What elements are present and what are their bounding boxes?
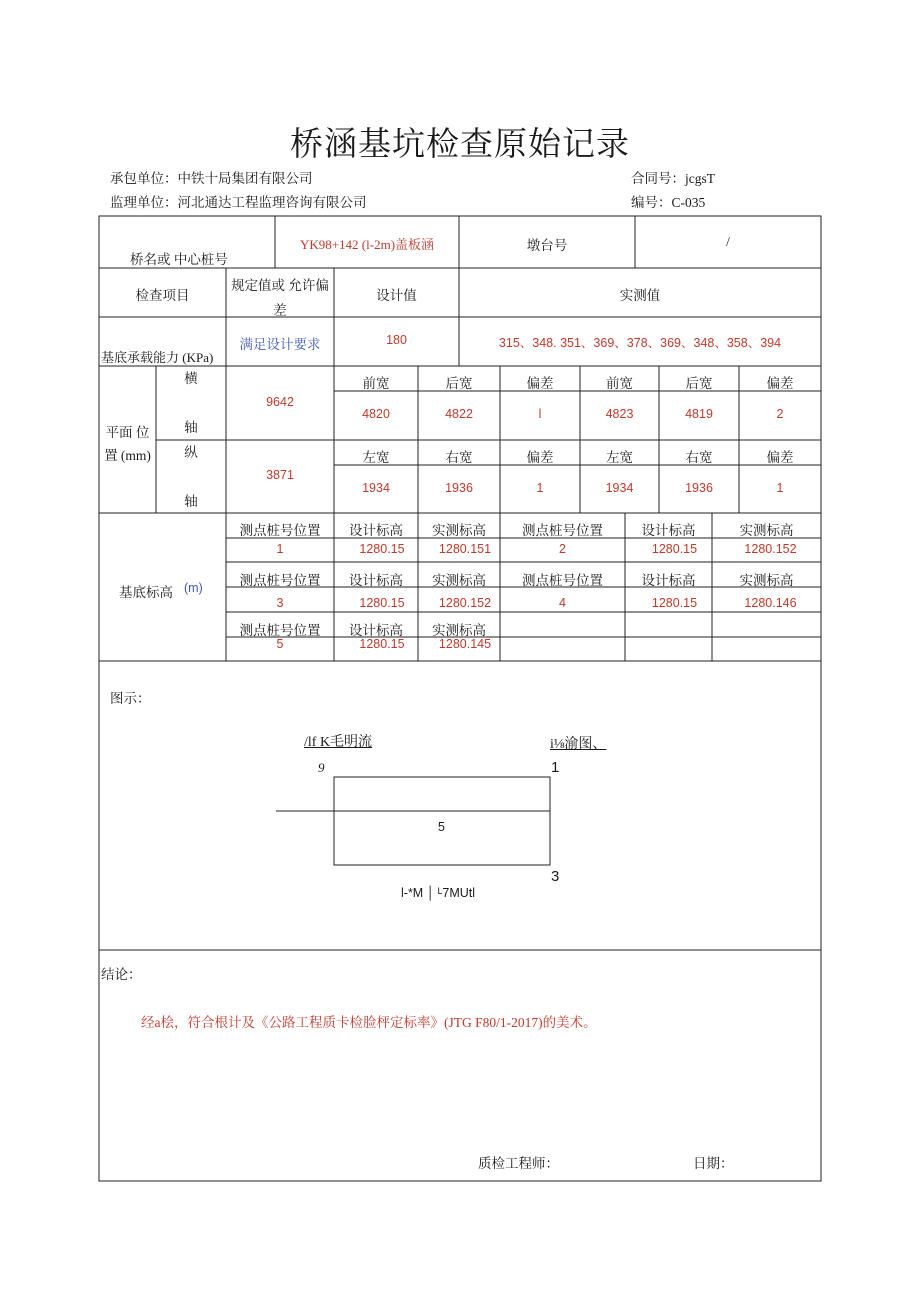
h-value-3: l (538, 407, 542, 421)
horizontal-axis-label-1: 横 (184, 371, 198, 386)
elev-h1-design-b: 设计标高 (641, 523, 696, 538)
date-label: 日期： (693, 1156, 734, 1171)
bearing-spec: 满足设计要求 (239, 337, 321, 352)
h-header-1: 前宽 (362, 376, 390, 391)
contract-number: 合同号：jcgsT (631, 171, 715, 186)
h-value-1: 4820 (362, 407, 390, 421)
conclusion-label: 结论： (101, 967, 142, 982)
pier-label: 墩台号 (526, 238, 568, 253)
elev-r1-c2: 1280.15 (359, 542, 405, 556)
elev-h2-measured-b: 实测标高 (739, 573, 794, 588)
h-header-5: 后宽 (685, 376, 713, 391)
plane-label-line2: 置 (mm) (104, 448, 151, 463)
elev-h3-design: 设计标高 (349, 623, 403, 638)
page-title: 桥涵基坑检查原始记录 (290, 127, 630, 163)
pit-outline (334, 777, 550, 865)
design-header: 设计值 (376, 288, 417, 303)
inspector-label: 质检工程师： (478, 1156, 559, 1171)
elev-h1-pos-b: 测点桩号位置 (522, 523, 603, 538)
v-value-1: 1934 (362, 481, 390, 495)
h-value-2: 4822 (445, 407, 473, 421)
diagram-bottom-text: l-*M │ ᴸ7MUtl (401, 886, 476, 900)
point-5-label: 5 (438, 820, 445, 834)
plane-label-line1: 平面 位 (105, 425, 150, 440)
point-1-label: 1 (551, 759, 560, 776)
vertical-axis-label-2: 轴 (184, 494, 198, 509)
elev-r1-c3: 1280.151 (438, 542, 492, 556)
elev-r2-c5: 1280.15 (651, 596, 698, 610)
v-value-5: 1936 (685, 481, 713, 495)
elev-r1-c6: 1280.152 (744, 542, 797, 556)
diagram-label: 图示： (110, 691, 151, 706)
bridge-name-value: YK98+142 (l-2m)盖板涵 (299, 237, 435, 252)
v-value-3: 1 (536, 481, 544, 495)
supervisor-info: 监理单位：河北通达工程监理咨询有限公司 (110, 195, 367, 210)
h-value-4: 4823 (605, 407, 634, 421)
measured-header: 实测值 (619, 288, 661, 303)
elev-h1-pos-a: 测点桩号位置 (239, 523, 321, 538)
contractor-info: 承包单位：中铁十局集团有限公司 (110, 171, 313, 186)
elevation-label: 基底标高 (119, 585, 173, 600)
point-3-label: 3 (551, 868, 560, 885)
h-header-4: 前宽 (606, 376, 633, 391)
elev-h2-design-a: 设计标高 (349, 573, 403, 588)
bridge-name-label: 桥名或 中心桩号 (130, 252, 228, 267)
vertical-axis-label-1: 纵 (184, 445, 198, 460)
diagram-top-left-text: /lf K毛明流 (304, 735, 373, 750)
spec-header-line1: 规定值或 允许偏 (231, 278, 329, 293)
v-header-4: 左宽 (606, 450, 633, 465)
elevation-unit: (m) (184, 581, 203, 595)
elev-h2-pos-a: 测点桩号位置 (239, 573, 321, 588)
elev-r2-c1: 3 (276, 596, 284, 610)
elev-r1-c5: 1280.15 (651, 542, 698, 556)
horizontal-design: 9642 (266, 395, 294, 409)
v-value-2: 1936 (445, 481, 473, 495)
elev-h3-pos: 测点桩号位置 (239, 623, 321, 638)
elev-h1-measured-b: 实测标高 (739, 523, 794, 538)
bearing-label: 基底承载能力 (KPa) (101, 350, 214, 365)
elev-r2-c4: 4 (559, 596, 566, 610)
v-header-3: 偏差 (526, 450, 554, 465)
diagram-top-right-text: i⅛渝图、 (550, 737, 607, 752)
v-value-4: 1934 (605, 481, 634, 495)
elev-r3-c3: 1280.145 (438, 637, 492, 651)
h-value-6: 2 (776, 407, 784, 421)
elev-r2-c6: 1280.146 (744, 596, 797, 610)
elev-h2-design-b: 设计标高 (641, 573, 696, 588)
v-header-5: 右宽 (685, 450, 713, 465)
h-header-6: 偏差 (766, 376, 794, 391)
elev-h2-pos-b: 测点桩号位置 (522, 573, 603, 588)
conclusion-text: 经a桧，符合根计及《公路工程质卡检脸枰定标率》(JTG F80/1-2017)的美术。 (141, 1015, 597, 1030)
bearing-design: 180 (386, 333, 407, 347)
elev-h1-design-a: 设计标高 (349, 523, 403, 538)
elev-r3-c1: 5 (276, 637, 284, 651)
v-header-1: 左宽 (362, 450, 390, 465)
elev-h1-measured-a: 实测标高 (432, 523, 486, 538)
v-header-6: 偏差 (766, 450, 794, 465)
elev-r2-c3: 1280.152 (438, 596, 492, 610)
elev-r1-c1: 1 (276, 542, 284, 556)
h-header-2: 后宽 (445, 376, 473, 391)
elev-r1-c4: 2 (559, 542, 566, 556)
elev-h3-measured: 实测标高 (432, 623, 486, 638)
bearing-measured: 315、348. 351、369、378、369、348、358、394 (498, 336, 782, 350)
elev-r2-c2: 1280.15 (359, 596, 405, 610)
elev-r3-c2: 1280.15 (359, 637, 405, 651)
spec-header-line2: 差 (273, 303, 287, 318)
point-9-label: 9 (318, 760, 325, 775)
h-value-5: 4819 (685, 407, 713, 421)
h-header-3: 偏差 (526, 376, 554, 391)
v-header-2: 右宽 (445, 450, 473, 465)
elev-h2-measured-a: 实测标高 (432, 573, 486, 588)
serial-number: 编号：C-035 (631, 195, 706, 210)
horizontal-axis-label-2: 轴 (184, 420, 198, 435)
v-value-6: 1 (776, 481, 784, 495)
vertical-design: 3871 (266, 468, 294, 482)
pier-value: / (726, 234, 730, 249)
item-header: 检查项目 (135, 288, 190, 303)
